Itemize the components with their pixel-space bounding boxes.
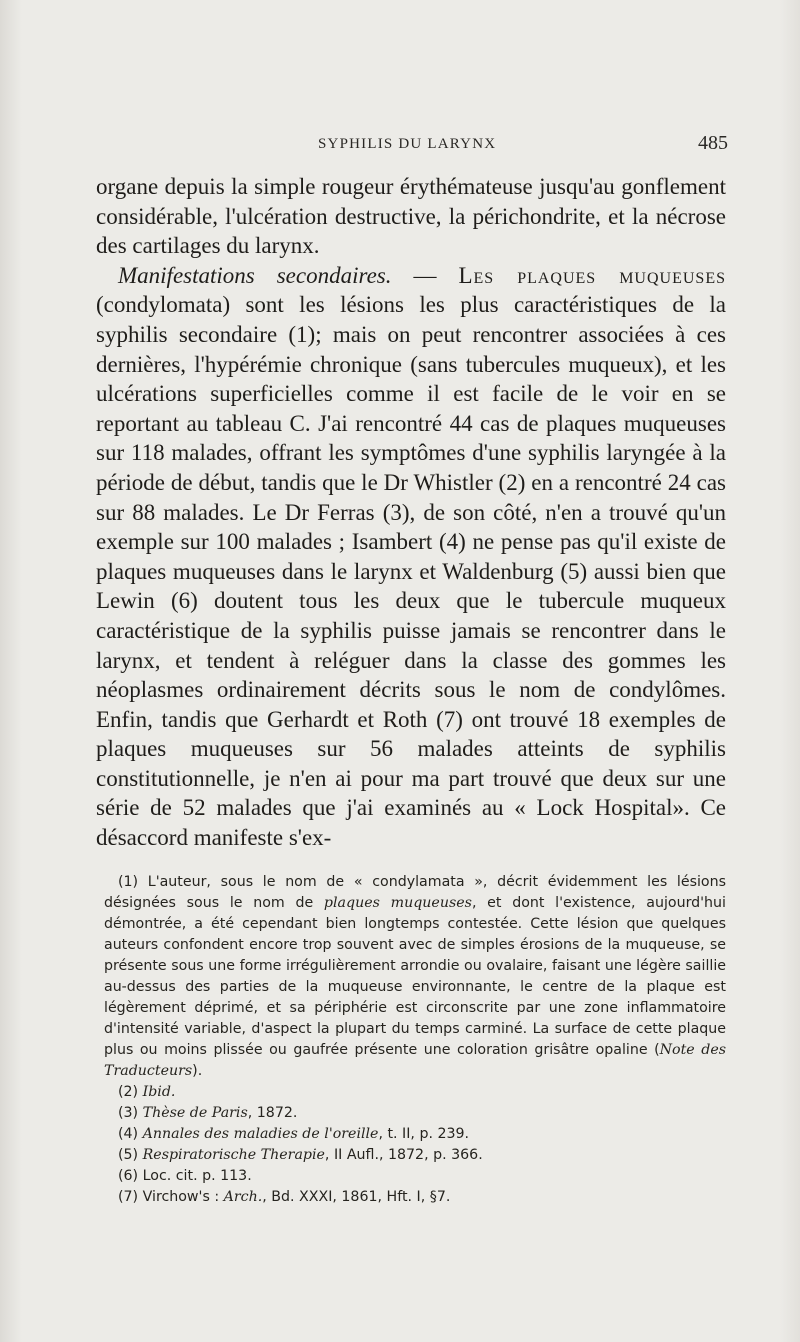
section-heading: Manifestations secondaires. bbox=[118, 262, 392, 288]
page-header bbox=[318, 132, 728, 156]
paragraph-2-text: (condylomata) sont les lésions les plus caractéristiques de la syphilis secondaire (1); mais on peut rencontrer associées à ces dernières, l'hypérémie chronique (sans tubercules muqueux), et les ulcérations superficielles comme il est facile de le voir en se reportant au tableau C. J'ai rencontré 44 cas de plaques muqueuses sur 118 malades, offrant les symptômes d'une syphilis laryngée à la période de début, tandis que le Dr Whistler (2) en a rencontré 24 cas sur 88 malades. Le Dr Ferras (3), de son côté, n'en a trouvé qu'un exemple sur 100 malades ; Isambert (4) ne pense pas qu'il existe de plaques muqueuses dans le larynx et Waldenburg (5) aussi bien que Lewin (6) doutent tous les deux que le tubercule muqueux caractéristique de la syphilis puisse jamais se rencontrer dans le larynx, et tendent à reléguer dans la classe des gommes les néoplasmes ordinairement décrits sous le nom de condylômes. Enfin, tandis que Gerhardt et Roth (7) ont trouvé 18 exemples de plaques muqueuses sur 56 malades atteints de syphilis constitutionnelle, je n'en ai pour ma part trouvé que deux sur une série de 52 malades que j'ai examinés au « Lock Hospital». Ce désaccord manifeste s'ex- bbox=[96, 292, 726, 851]
footnote-5 bbox=[104, 1145, 726, 1166]
footnote-3-italic: Thèse de Paris bbox=[142, 1105, 248, 1121]
footnote-4-italic: Annales des maladies de l'oreille bbox=[142, 1126, 379, 1142]
footnote-2-italic: Ibid. bbox=[142, 1084, 176, 1100]
footnote-1-text-b: , et dont l'existence, aujourd'hui démontrée, a été cependant bien longtemps contestée. Cette lésion que quelques auteurs confondent encore trop souvent avec de simples érosions de la muqueuse, se présente sous une forme irrégulièrement arrondie ou ovalaire, faisant une légère saillie au-dessus des parties de la muqueuse environnante, le centre de la plaque est légèrement déprimé, et sa périphérie est circonscrite par une zone inflammatoire d'intensité variable, d'aspect la plupart du temps carminé. La surface de cette plaque plus ou moins plissée ou gaufrée présente une coloration grisâtre opaline ( bbox=[104, 895, 726, 1058]
footnote-4 bbox=[104, 1124, 726, 1145]
footnote-4-rest: , t. II, p. 239. bbox=[378, 1126, 470, 1142]
footnote-2-number: (2) bbox=[118, 1084, 143, 1100]
main-text bbox=[96, 172, 726, 853]
footnotes bbox=[104, 872, 726, 1208]
footnote-3-rest: , 1872. bbox=[247, 1105, 298, 1121]
paragraph-2 bbox=[96, 261, 726, 853]
footnote-5-rest: , II Aufl., 1872, p. 366. bbox=[324, 1147, 483, 1163]
footnote-3 bbox=[104, 1103, 726, 1124]
footnote-2 bbox=[104, 1082, 726, 1103]
footnote-4-number: (4) bbox=[118, 1126, 143, 1142]
paragraph-1: organe depuis la simple rougeur érythémateuse jusqu'au gonflement considérable, l'ulcération destructive, la périchondrite, et la nécrose des cartilages du larynx. bbox=[96, 174, 726, 259]
page-number: 485 bbox=[698, 132, 728, 154]
footnote-5-number: (5) bbox=[118, 1147, 143, 1163]
footnote-7-italic: Arch. bbox=[223, 1189, 263, 1205]
footnote-7 bbox=[104, 1187, 726, 1208]
footnote-1-note: Note des Traducteurs bbox=[104, 1042, 726, 1079]
footnote-6: (6) Loc. cit. p. 113. bbox=[118, 1168, 252, 1184]
footnote-7-text-a: (7) Virchow's : bbox=[118, 1189, 224, 1205]
footnote-3-number: (3) bbox=[118, 1105, 143, 1121]
footnote-1-italic: plaques muqueuses bbox=[323, 895, 472, 911]
footnote-5-italic: Respiratorische Therapie bbox=[142, 1147, 325, 1163]
footnote-1-text-c: ). bbox=[192, 1063, 203, 1079]
running-title: SYPHILIS DU LARYNX bbox=[318, 136, 497, 152]
footnote-1 bbox=[104, 872, 726, 1082]
heading-dash: — bbox=[391, 262, 459, 288]
footnote-1-text-a: (1) L'auteur, sous le nom de « condylamata », décrit évidemment les lésions désignées sous le nom de bbox=[104, 874, 726, 911]
smallcaps-term: Les plaques muqueuses bbox=[458, 262, 726, 288]
footnote-7-text-b: , Bd. XXXI, 1861, Hft. I, §7. bbox=[262, 1189, 451, 1205]
